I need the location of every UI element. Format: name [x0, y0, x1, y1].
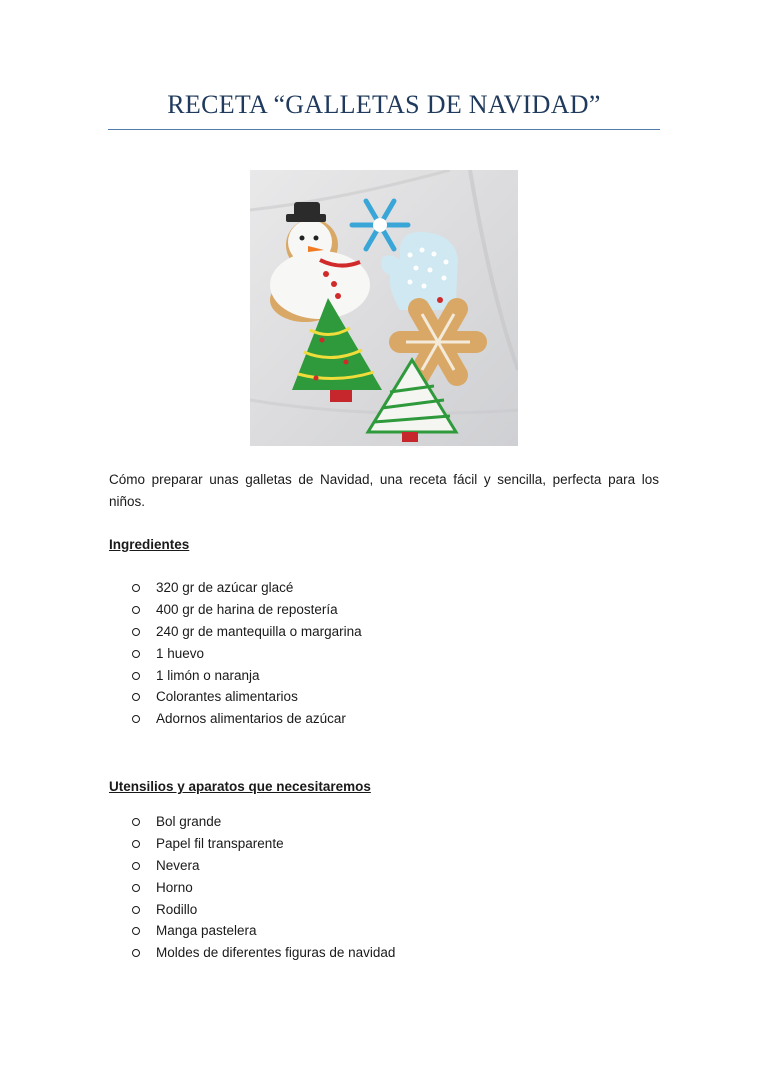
circle-bullet-icon — [132, 693, 140, 701]
circle-bullet-icon — [132, 650, 140, 658]
list-item: 1 huevo — [131, 643, 362, 665]
list-item: 240 gr de mantequilla o margarina — [131, 621, 362, 643]
page-title: RECETA “GALLETAS DE NAVIDAD” — [167, 90, 601, 119]
circle-bullet-icon — [132, 584, 140, 592]
utensils-list — [131, 811, 395, 964]
ingredients-heading: Ingredientes — [109, 537, 190, 552]
cookies-photo — [250, 170, 518, 446]
circle-bullet-icon — [132, 818, 140, 826]
list-item: Adornos alimentarios de azúcar — [131, 708, 362, 730]
circle-bullet-icon — [132, 606, 140, 614]
list-item: Papel fil transparente — [131, 833, 395, 855]
circle-bullet-icon — [132, 672, 140, 680]
circle-bullet-icon — [132, 840, 140, 848]
circle-bullet-icon — [132, 715, 140, 723]
list-item: Manga pastelera — [131, 920, 395, 942]
circle-bullet-icon — [132, 927, 140, 935]
list-item: 400 gr de harina de repostería — [131, 599, 362, 621]
list-item: Bol grande — [131, 811, 395, 833]
ingredients-list — [131, 577, 362, 730]
circle-bullet-icon — [132, 862, 140, 870]
list-item: Moldes de diferentes figuras de navidad — [131, 942, 395, 964]
list-item: Colorantes alimentarios — [131, 686, 362, 708]
utensils-heading: Utensilios y aparatos que necesitaremos — [109, 779, 371, 794]
list-item: Rodillo — [131, 899, 395, 921]
list-item: Horno — [131, 877, 395, 899]
intro-paragraph: Cómo preparar unas galletas de Navidad, una receta fácil y sencilla, perfecta para los niños. — [109, 472, 659, 509]
title-underline — [108, 129, 660, 130]
circle-bullet-icon — [132, 906, 140, 914]
list-item: 1 limón o naranja — [131, 665, 362, 687]
list-item: Nevera — [131, 855, 395, 877]
circle-bullet-icon — [132, 949, 140, 957]
circle-bullet-icon — [132, 884, 140, 892]
list-item: 320 gr de azúcar glacé — [131, 577, 362, 599]
circle-bullet-icon — [132, 628, 140, 636]
